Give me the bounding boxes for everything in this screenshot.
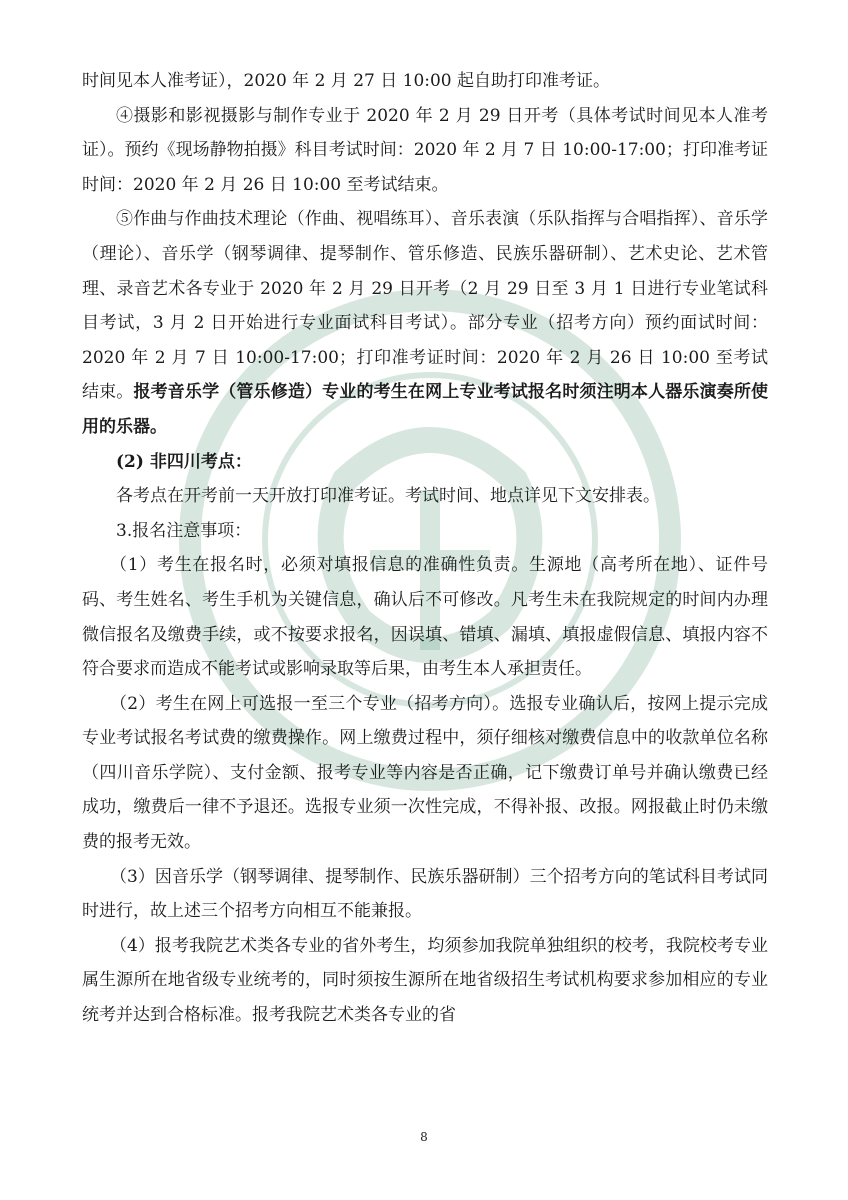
paragraph-photography: ④摄影和影视摄影与制作专业于 2020 年 2 月 29 日开考（具体考试时间见本人准考证）。预约《现场静物拍摄》科目考试时间：2020 年 2 月 7 日 10:00-17:00；打印准考证时间：2020 年 2 月 26 日 10:00 至考试结束。 (82, 105, 768, 195)
paragraph-note-1: （1）考生在报名时，必须对填报信息的准确性负责。生源地（高考所在地）、证件号码、考生姓名、考生手机为关键信息，确认后不可修改。凡考生未在我院规定的时间内办理微信报名及缴费手续，或不按要求报名，因误填、错填、漏填、填报虚假信息、填报内容不符合要求而造成不能考试或影响录取等后果，由考生本人承担责任。 (82, 555, 768, 680)
paragraph-composition: ⑤作曲与作曲技术理论（作曲、视唱练耳）、音乐表演（乐队指挥与合唱指挥）、音乐学（理论）、音乐学（钢琴调律、提琴制作、管乐修造、民族乐器研制）、艺术史论、艺术管理、录音艺术各专业于 2020 年 2 月 29 日开考（2 月 29 日至 3 月 1 日进行专业笔试科目考试，3 月 2 日开始进行专业面试科目考试）。部分专业（招考方向）预约面试时间：2020 年 2 月 7 日 10:00-17:00；打印准考证时间：2020 年 2 月 26 日 10:00 至考试结束。报考音乐学（管乐修造）专业的考生在网上专业考试报名时须注明本人器乐演奏所使用的乐器。 (82, 209, 769, 437)
heading-registration-notes: 3.报名注意事项： (116, 520, 252, 541)
paragraph-note-2: （2）考生在网上可选报一至三个专业（招考方向）。选报专业确认后，按网上提示完成专业考试报名考试费的缴费操作。网上缴费过程中，须仔细核对缴费信息中的收款单位名称（四川音乐学院）、支付金额、报考专业等内容是否正确，记下缴费订单号并确认缴费已经成功，缴费后一律不予退还。选报专业须一次性完成，不得补报、改报。网报截止时仍未缴费的报考无效。 (82, 693, 768, 853)
page-number: 8 (420, 1130, 428, 1144)
body-text (82, 64, 768, 1033)
paragraph-note-3: （3）因音乐学（钢琴调律、提琴制作、民族乐器研制）三个招考方向的笔试科目考试同时进行，故上述三个招考方向相互不能兼报。 (82, 866, 768, 922)
bold-note: 报考音乐学（管乐修造）专业的考生在网上专业考试报名时须注明本人器乐演奏所使用的乐器。 (82, 382, 769, 437)
paragraph-print-ticket: 各考点在开考前一天开放打印准考证。考试时间、地点详见下文安排表。 (116, 486, 660, 507)
paragraph-continuation: 时间见本人准考证），2020 年 2 月 27 日 10:00 起自助打印准考证。 (82, 71, 611, 91)
heading-non-sichuan: (2) 非四川考点： (116, 451, 252, 472)
paragraph-note-4: （4）报考我院艺术类各专业的省外考生，均须参加我院单独组织的校考，我院校考专业属生源所在地省级专业统考的，同时须按生源所在地省级招生考试机构要求参加相应的专业统考并达到合格标准。报考我院艺术类各专业的省 (82, 935, 768, 1026)
